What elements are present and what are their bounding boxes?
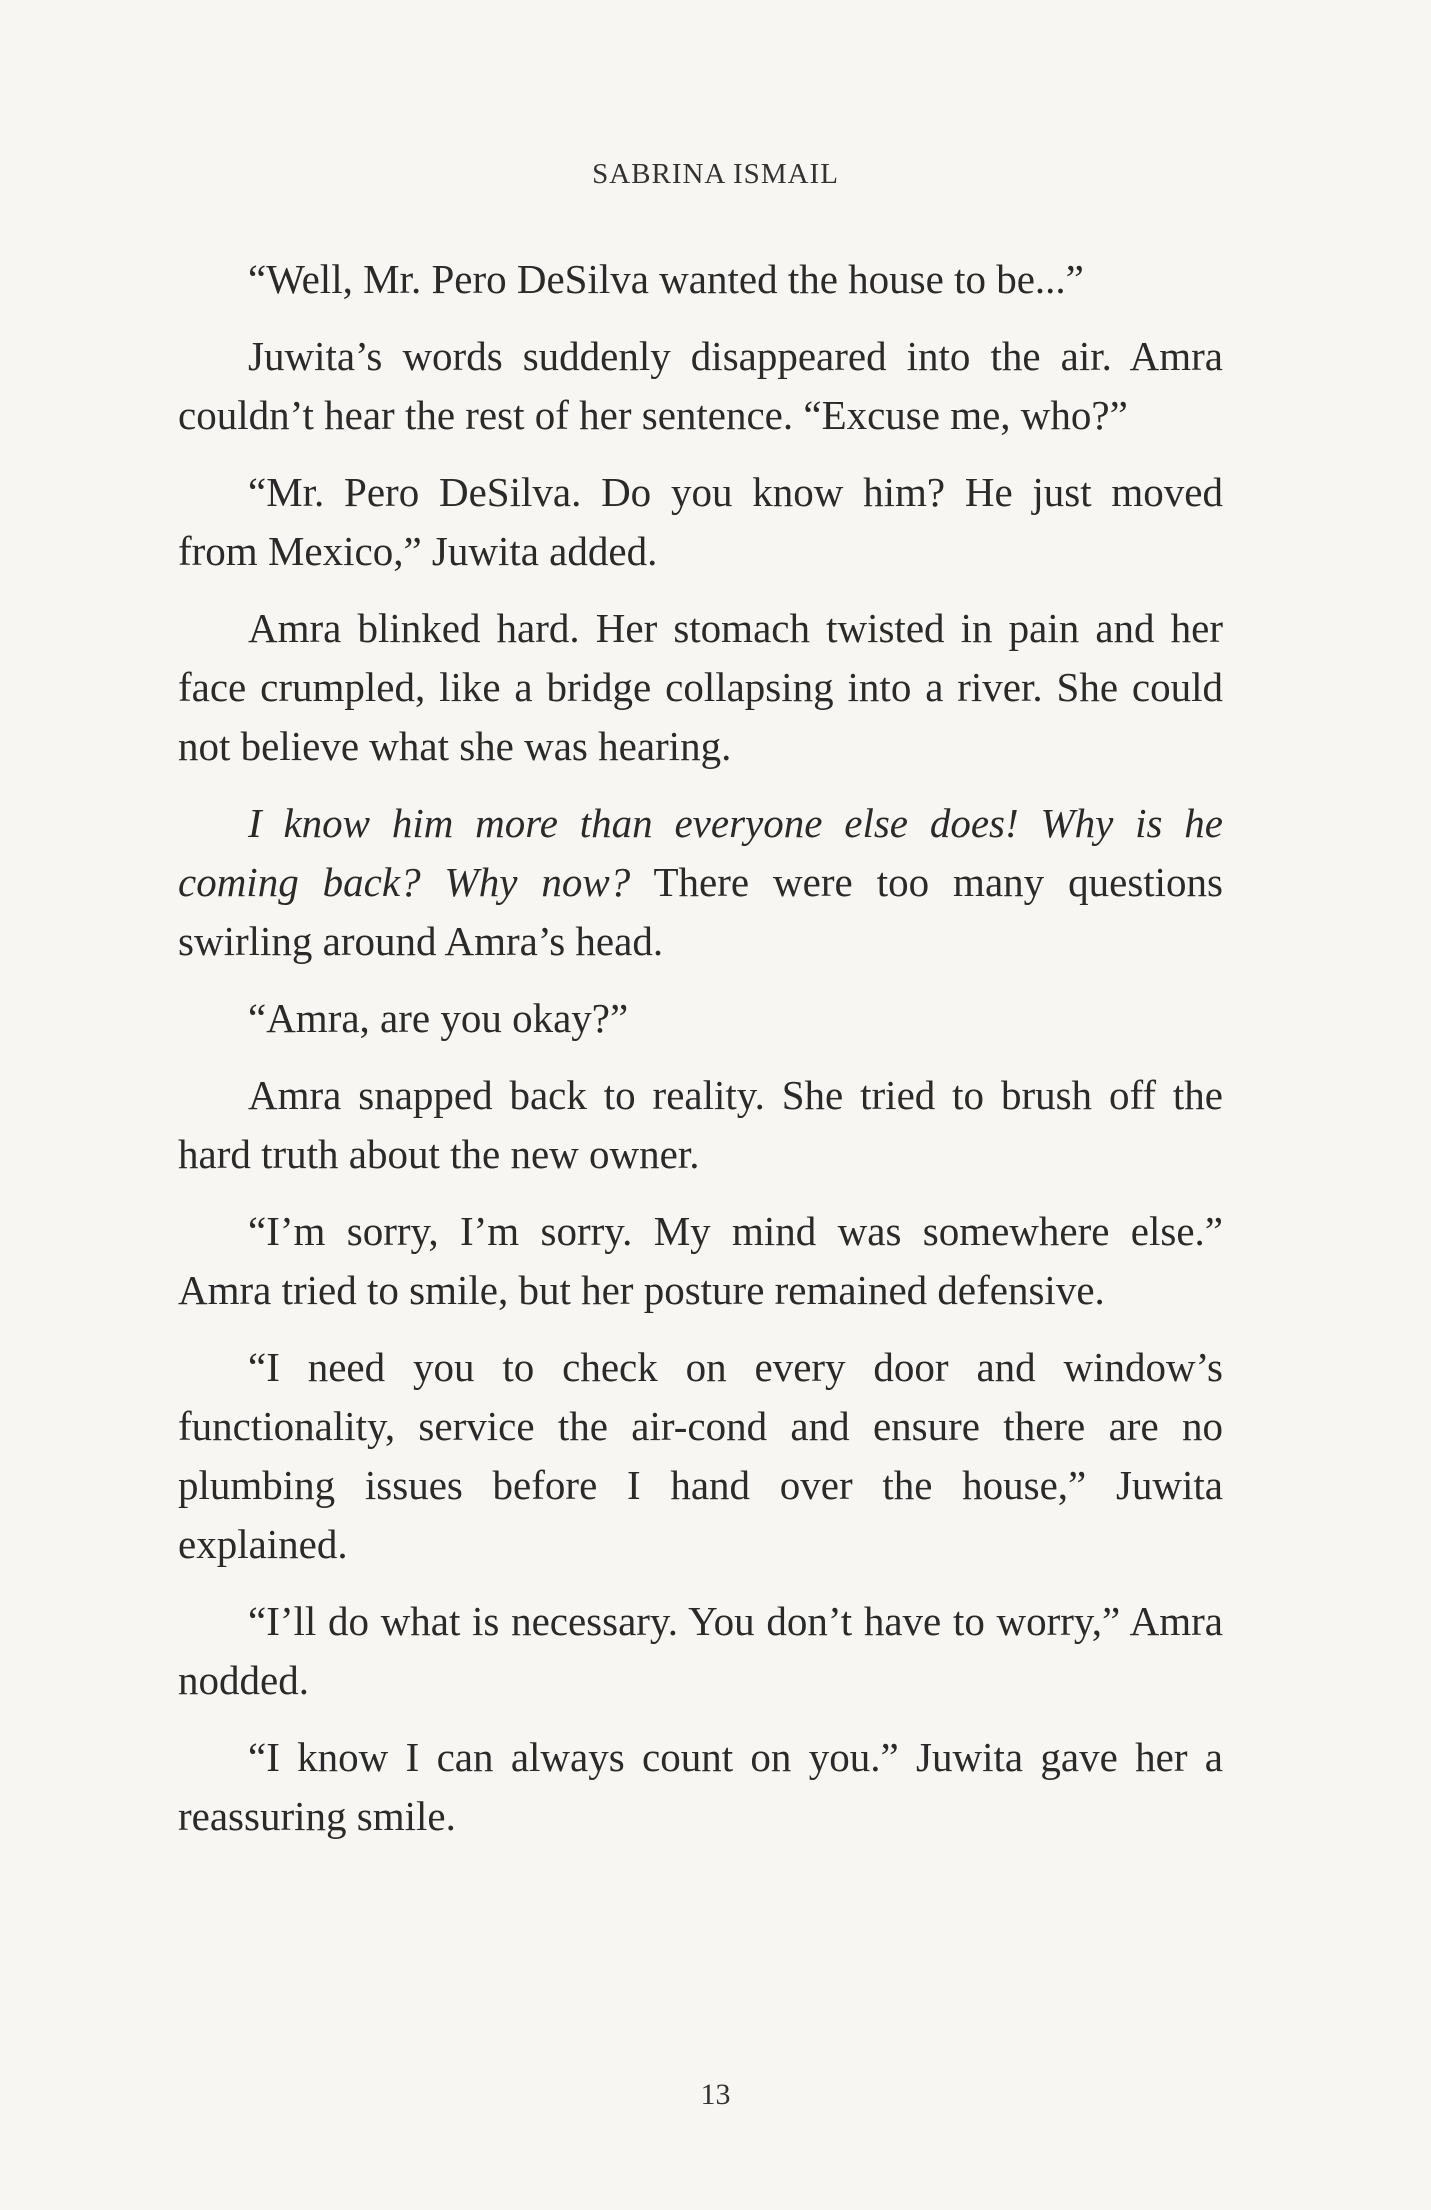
paragraph: Amra blinked hard. Her stomach twisted in pain and her face crumpled, like a bridge collapsing into a river. She could not believe what she was hearing. [178,605,1223,769]
paragraph: Amra snapped back to reality. She tried to brush off the hard truth about the new owner. [178,1072,1223,1177]
running-header: SABRINA ISMAIL [592,158,839,190]
italic-thought: I know him more than everyone else does! Why is he coming back? Why now? [178,800,1223,905]
paragraph: “I know I can always count on you.” Juwita gave her a reassuring smile. [178,1734,1223,1839]
paragraph: Juwita’s words suddenly disappeared into the air. Amra couldn’t hear the rest of her sentence. “Excuse me, who?” [178,333,1223,438]
paragraph-continuation: There were too many questions swirling around Amra’s head. [178,859,1224,964]
paragraph: “Well, Mr. Pero DeSilva wanted the house to be...” [248,256,1084,302]
page-number: 13 [700,2078,731,2111]
paragraph: “I’ll do what is necessary. You don’t have to worry,” Amra nodded. [178,1598,1223,1703]
body-text [178,250,1223,1864]
paragraph: “I’m sorry, I’m sorry. My mind was somewhere else.” Amra tried to smile, but her posture remained defensive. [178,1208,1223,1313]
paragraph: “Mr. Pero DeSilva. Do you know him? He just moved from Mexico,” Juwita added. [178,469,1223,574]
paragraph: “Amra, are you okay?” [248,995,629,1041]
paragraph [178,794,1223,971]
paragraph: “I need you to check on every door and window’s functionality, service the air-cond and ensure there are no plumbing issues before I hand over the house,” Juwita explained. [178,1344,1223,1567]
